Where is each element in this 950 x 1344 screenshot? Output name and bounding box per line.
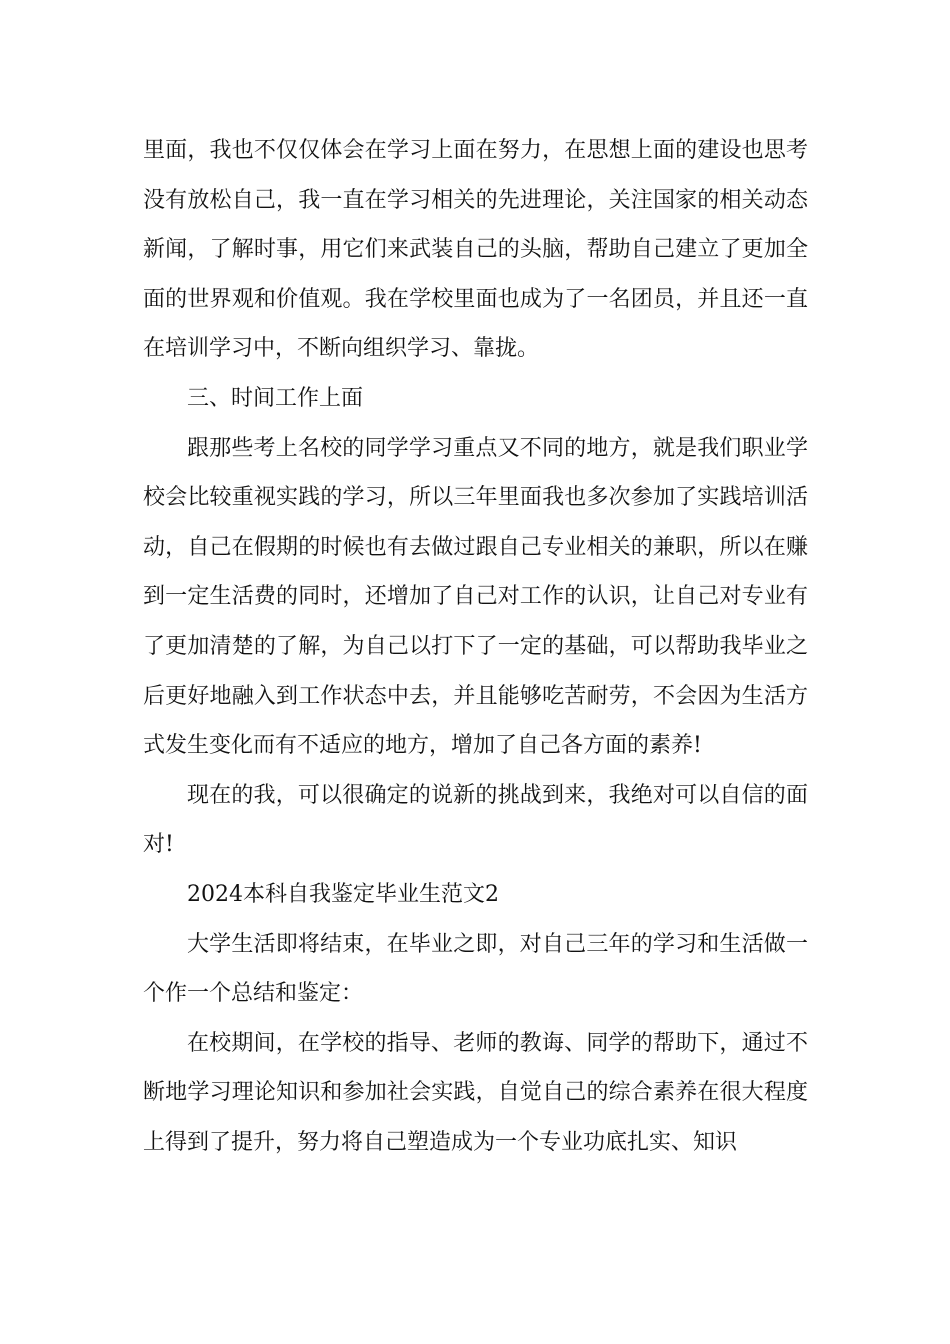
paragraph-intro: 大学生活即将结束，在毕业之即，对自己三年的学习和生活做一个作一个总结和鉴定： xyxy=(143,931,808,1007)
section-heading-work: 三、时间工作上面 xyxy=(187,385,364,411)
essay-title-2: 2024本科自我鉴定毕业生范文2 xyxy=(187,881,499,907)
paragraph-confidence: 现在的我，可以很确定的说新的挑战到来，我绝对可以自信的面对! xyxy=(143,782,808,858)
paragraph-school-period: 在校期间，在学校的指导、老师的教诲、同学的帮助下，通过不断地学习理论知识和参加社会实践，自觉自己的综合素养在很大程度上得到了提升，努力将自己塑造成为一个专业功底扎实、知识 xyxy=(143,1030,808,1155)
paragraph-continuation: 里面，我也不仅仅体会在学习上面在努力，在思想上面的建设也思考没有放松自己，我一直在学习相关的先进理论，关注国家的相关动态新闻，了解时事，用它们来武装自己的头脑，帮助自己建立了更加全面的世界观和价值观。我在学校里面也成为了一名团员，并且还一直在培训学习中，不断向组织学习、靠拢。 xyxy=(143,138,808,362)
paragraph-practice: 跟那些考上名校的同学学习重点又不同的地方，就是我们职业学校会比较重视实践的学习，所以三年里面我也多次参加了实践培训活动，自己在假期的时候也有去做过跟自己专业相关的兼职，所以在赚到一定生活费的同时，还增加了自己对工作的认识，让自己对专业有了更加清楚的了解，为自己以打下了一定的基础，可以帮助我毕业之后更好地融入到工作状态中去，并且能够吃苦耐劳，不会因为生活方式发生变化而有不适应的地方，增加了自己各方面的素养! xyxy=(143,435,808,759)
document-body xyxy=(143,126,808,1167)
